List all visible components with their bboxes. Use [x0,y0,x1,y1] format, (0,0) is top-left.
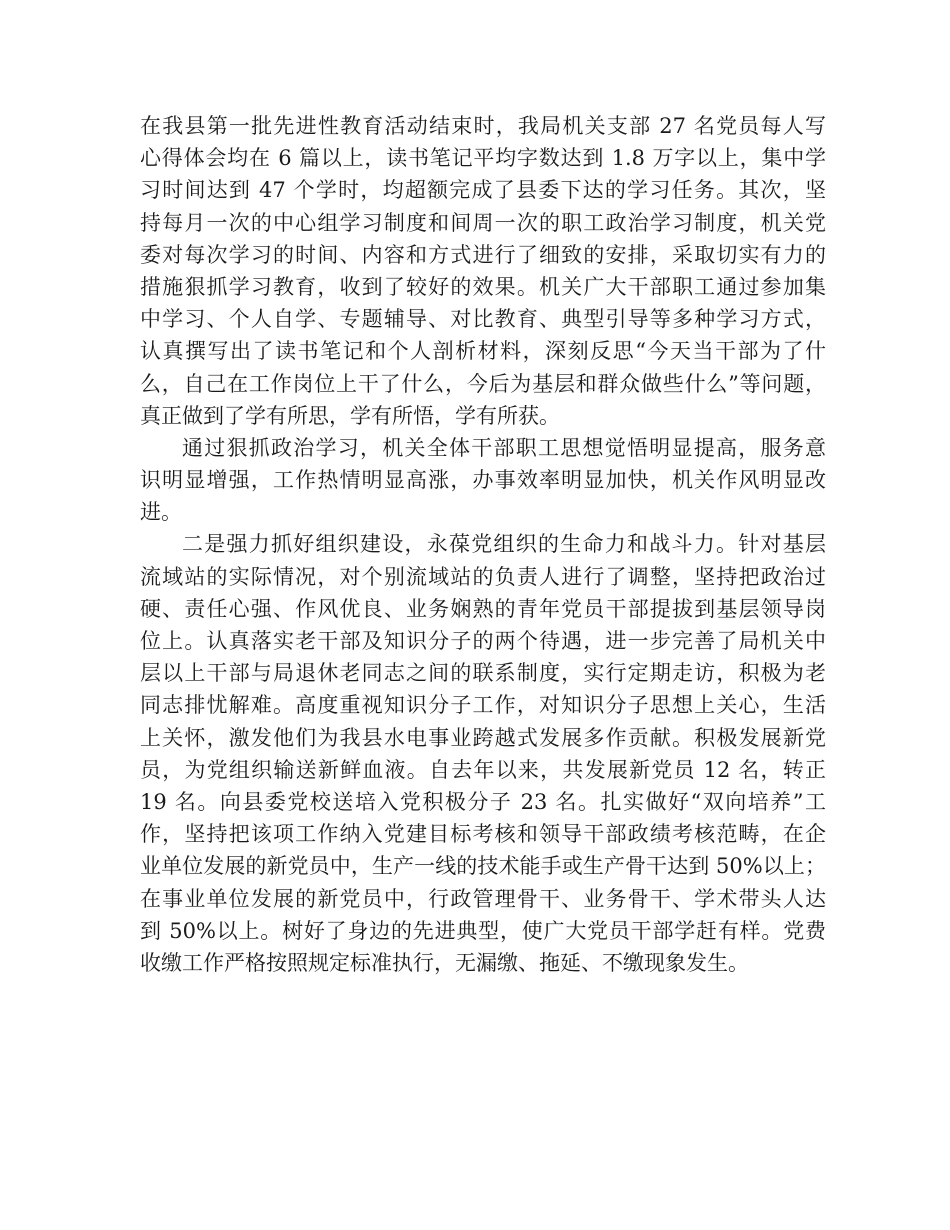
text-line: 上关怀，激发他们为我县水电事业跨越式发展多作贡献。积极发展新党 [140,725,826,750]
paragraph [140,110,826,432]
text-line: 位上。认真落实老干部及知识分子的两个待遇，进一步完善了局机关中 [140,629,826,653]
text-line: 在我县第一批先进性教育活动结束时，我局机关支部 27 名党员每人写 [140,114,826,138]
text-line: 认真撰写出了读书笔记和个人剖析材料，深刻反思“今天当干部为了什 [140,339,826,364]
text-line: 真正做到了学有所思，学有所悟，学有所获。 [140,403,560,428]
text-line: 进。 [140,500,182,525]
text-line: 业单位发展的新党员中，生产一线的技术能手或生产骨干达到 50%以上； [140,854,826,879]
text-line: 在事业单位发展的新党员中，行政管理骨干、业务骨干、学术带头人达 [140,886,826,911]
text-line: 么，自己在工作岗位上干了什么，今后为基层和群众做些什么”等问题， [140,371,826,396]
text-line: 二是强力抓好组织建设，永葆党组织的生命力和战斗力。针对基层 [182,532,826,557]
text-line: 委对每次学习的时间、内容和方式进行了细致的安排，采取切实有力的 [140,242,826,267]
paragraph [140,432,826,529]
text-line: 员，为党组织输送新鲜血液。自去年以来，共发展新党员 12 名，转正 [140,757,826,782]
text-line: 识明显增强，工作热情明显高涨，办事效率明显加快，机关作风明显改 [140,468,826,493]
text-line: 同志排忧解难。高度重视知识分子工作，对知识分子思想上关心，生活 [140,693,826,718]
text-line: 中学习、个人自学、专题辅导、对比教育、典型引导等多种学习方式， [140,307,826,332]
text-line: 到 50%以上。树好了身边的先进典型，使广大党员干部学赶有样。党费 [140,918,826,943]
paragraph [140,528,826,979]
text-line: 通过狠抓政治学习，机关全体干部职工思想觉悟明显提高，服务意 [182,435,826,460]
text-line: 作，坚持把该项工作纳入党建目标考核和领导干部政绩考核范畴，在企 [140,822,826,847]
document-body [140,110,826,979]
text-line: 心得体会均在 6 篇以上，读书笔记平均字数达到 1.8 万字以上，集中学 [140,146,826,171]
text-line: 19 名。向县委党校送培入党积极分子 23 名。扎实做好“双向培养”工 [140,789,826,814]
text-line: 硬、责任心强、作风优良、业务娴熟的青年党员干部提拔到基层领导岗 [140,596,826,621]
text-line: 习时间达到 47 个学时，均超额完成了县委下达的学习任务。其次，坚 [140,178,826,203]
text-line: 收缴工作严格按照规定标准执行，无漏缴、拖延、不缴现象发生。 [140,950,749,975]
text-line: 流域站的实际情况，对个别流域站的负责人进行了调整，坚持把政治过 [140,564,826,589]
text-line: 持每月一次的中心组学习制度和间周一次的职工政治学习制度，机关党 [140,210,826,235]
text-line: 层以上干部与局退休老同志之间的联系制度，实行定期走访，积极为老 [140,661,826,686]
text-line: 措施狠抓学习教育，收到了较好的效果。机关广大干部职工通过参加集 [140,274,826,299]
